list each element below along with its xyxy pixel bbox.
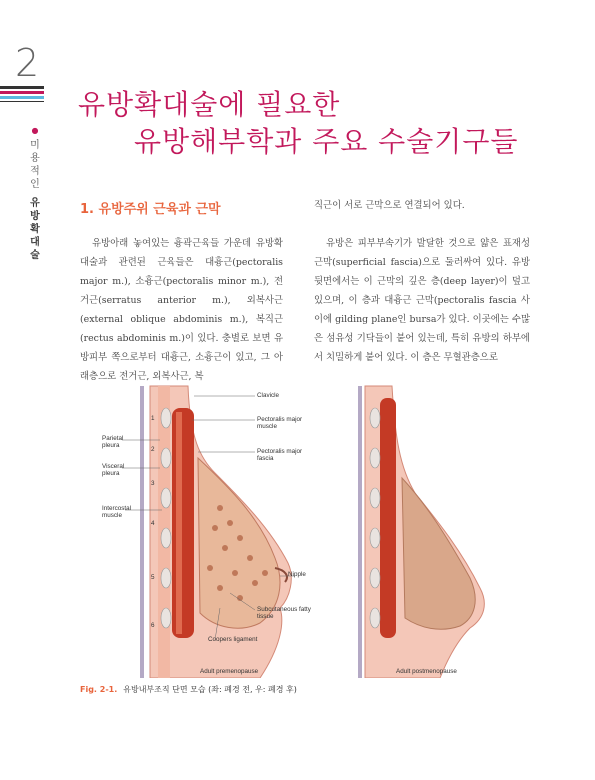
figure-caption-text: 유방내부조직 단면 모습 (좌: 폐경 전, 우: 폐경 후) [123, 685, 297, 694]
postmenopause-breast [358, 386, 484, 678]
bar-blue [0, 96, 44, 99]
side-tab-dot: ● [31, 126, 39, 135]
rib-number-1: 1 [151, 415, 155, 422]
figure-number: Fig. 2-1. [80, 685, 118, 694]
section-heading: 1. 유방주위 근육과 근막 [80, 202, 221, 217]
label-visceral-pleura: Visceral pleura [102, 463, 125, 477]
label-nipple: Nipple [288, 571, 306, 578]
rib-number-4: 4 [151, 520, 155, 527]
right-column [314, 196, 530, 367]
right-paragraph-2: 유방은 피부부속기가 발달한 것으로 얇은 표재성 근막(superficial fascia)으로 둘러싸여 있다. 유방 뒷면에서는 이 근막의 깊은 층(deep layer)이 덮고 있으며, 이 층과 대흉근 근막(pectoralis fascia 사이에 gilding plane인 bursa가 있다. 이곳에는 수많은 섬유성 기닥들이 붙어 있는데, 특히 유방의 하부에서 치밀하게 붙어 있다. 이 층은 무혈관층으로 [314, 238, 530, 363]
label-adult-premenopause: Adult premenopause [200, 668, 259, 675]
chapter-color-bars [0, 86, 44, 104]
label-clavicle: Clavicle [257, 392, 280, 399]
label-coopers-ligament: Coopers ligament [208, 636, 258, 643]
label-parietal-pleura: Parietal pleura [102, 435, 124, 449]
rib-number-6: 6 [151, 622, 155, 629]
side-tab-section: 미 용 적 인 [30, 140, 40, 190]
label-pectoralis-major-muscle: Pectoralis major muscle [257, 416, 303, 430]
label-intercostal-muscle: Intercostal muscle [102, 505, 132, 519]
page-title-line1: 유방확대술에 필요한 [78, 88, 341, 121]
page-title-line2: 유방해부학과 주요 수술기구들 [134, 125, 519, 158]
right-paragraph-1: 직근이 서로 근막으로 연결되어 있다. [314, 200, 465, 211]
bar-pink [0, 91, 44, 94]
label-pectoralis-major-fascia: Pectoralis major fascia [257, 448, 303, 462]
bar-dark [0, 86, 44, 89]
chapter-number: 2 [15, 41, 40, 85]
label-adult-postmenopause: Adult postmenopause [396, 668, 457, 675]
anatomy-figure [80, 378, 540, 678]
rib-number-3: 3 [151, 480, 155, 487]
side-tab [28, 124, 42, 262]
rib-number-5: 5 [151, 574, 155, 581]
rib-number-2: 2 [151, 446, 155, 453]
left-paragraph: 유방아래 놓여있는 흉곽근육들 가운데 유방확대술과 관련된 근육들은 대흉근(pectoralis major m.), 소흉근(pectoralis minor m.), 전거근(serratus anterior m.), 외복사근(external oblique abdominis m.), 복직근(rectus abdominis m.)이 있다. 충별로 보면 유방피부 쪽으로부터 대흉근, 소흉근이 있고, 그 아래층으로 전거근, 외복사근, 복 [80, 238, 283, 382]
bar-thin [0, 101, 44, 102]
side-tab-topic: 유 방 확 대 술 [30, 198, 40, 261]
label-subcutaneous-fatty-tissue: Subcutaneous fatty tissue [257, 606, 311, 620]
left-column [80, 234, 283, 386]
figure-caption [80, 684, 297, 695]
